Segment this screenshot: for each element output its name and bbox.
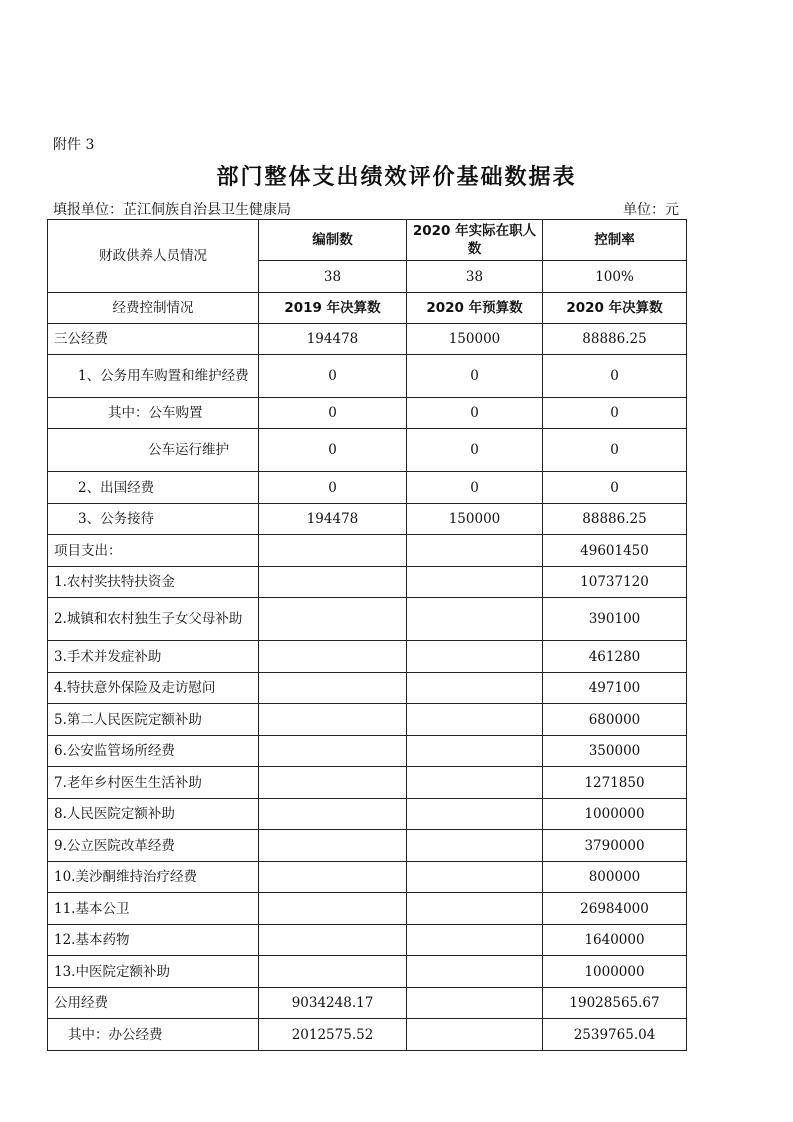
- budget-2020-value: 0: [407, 398, 543, 429]
- budget-2020-value: 0: [407, 472, 543, 504]
- final-2020-value: 1000000: [543, 956, 687, 988]
- table-row: [48, 355, 687, 398]
- final-2020-value: 10737120: [543, 567, 687, 598]
- final-2020-value: 350000: [543, 736, 687, 767]
- budget-2020-value: 150000: [407, 324, 543, 355]
- final-2019-value: 194478: [259, 324, 407, 355]
- table-row: [48, 956, 687, 988]
- final-2020-value: 26984000: [543, 893, 687, 925]
- header-final-2020: 2020 年决算数: [543, 293, 687, 324]
- row-label: 6.公安监管场所经费: [48, 736, 259, 767]
- header-staff-quota: 编制数: [259, 220, 407, 261]
- budget-2020-value: [407, 704, 543, 736]
- final-2020-value: 3790000: [543, 830, 687, 862]
- final-2019-value: 0: [259, 429, 407, 472]
- row-label: 10.美沙酮维持治疗经费: [48, 862, 259, 893]
- budget-2020-value: [407, 925, 543, 956]
- budget-2020-value: [407, 598, 543, 641]
- row-label: 公用经费: [48, 988, 259, 1019]
- final-2019-value: [259, 830, 407, 862]
- row-label: 13.中医院定额补助: [48, 956, 259, 988]
- table-row: [48, 862, 687, 893]
- table-row: [48, 830, 687, 862]
- table-row: [48, 641, 687, 673]
- budget-2020-value: [407, 736, 543, 767]
- row-label: 2、出国经费: [48, 472, 259, 504]
- budget-2020-value: [407, 535, 543, 567]
- final-2020-value: 1000000: [543, 799, 687, 830]
- final-2020-value: 1271850: [543, 767, 687, 799]
- row-label: 项目支出：: [48, 535, 259, 567]
- page-title: 部门整体支出绩效评价基础数据表: [216, 165, 577, 190]
- table-row: [48, 598, 687, 641]
- budget-2020-value: [407, 956, 543, 988]
- currency-unit: 单位：元: [623, 202, 679, 218]
- actual-staff-value: 38: [407, 261, 543, 293]
- table-row: [48, 767, 687, 799]
- row-label: 5.第二人民医院定额补助: [48, 704, 259, 736]
- budget-2020-value: 150000: [407, 504, 543, 535]
- final-2019-value: 0: [259, 398, 407, 429]
- row-label: 其中：公车购置: [48, 398, 259, 429]
- final-2019-value: 194478: [259, 504, 407, 535]
- budget-2020-value: [407, 641, 543, 673]
- staff-quota-value: 38: [259, 261, 407, 293]
- table-row: [48, 893, 687, 925]
- row-label: 公车运行维护: [48, 429, 259, 472]
- budget-2020-value: [407, 1019, 543, 1051]
- final-2020-value: 497100: [543, 673, 687, 704]
- row-label: 3、公务接待: [48, 504, 259, 535]
- row-label: 7.老年乡村医生生活补助: [48, 767, 259, 799]
- final-2020-value: 0: [543, 429, 687, 472]
- final-2019-value: [259, 567, 407, 598]
- final-2019-value: [259, 799, 407, 830]
- table-row: [48, 567, 687, 598]
- control-rate-value: 100%: [543, 261, 687, 293]
- row-label: 其中：办公经费: [48, 1019, 259, 1051]
- table-row: [48, 736, 687, 767]
- final-2019-value: [259, 535, 407, 567]
- table-row: [48, 472, 687, 504]
- budget-2020-value: [407, 673, 543, 704]
- performance-data-table: [47, 219, 687, 1051]
- final-2020-value: 2539765.04: [543, 1019, 687, 1051]
- final-2019-value: [259, 598, 407, 641]
- final-2020-value: 0: [543, 398, 687, 429]
- header-control-rate: 控制率: [543, 220, 687, 261]
- table-row: [48, 504, 687, 535]
- row-label: 8.人民医院定额补助: [48, 799, 259, 830]
- budget-2020-value: 0: [407, 429, 543, 472]
- table-row: [48, 1019, 687, 1051]
- final-2019-value: [259, 736, 407, 767]
- final-2020-value: 390100: [543, 598, 687, 641]
- row-label: 1、公务用车购置和维护经费: [48, 355, 259, 398]
- final-2019-value: [259, 893, 407, 925]
- header-final-2019: 2019 年决算数: [259, 293, 407, 324]
- budget-2020-value: [407, 767, 543, 799]
- row-label: 2.城镇和农村独生子女父母补助: [48, 598, 259, 641]
- final-2020-value: 88886.25: [543, 324, 687, 355]
- table-row: [48, 988, 687, 1019]
- final-2020-value: 88886.25: [543, 504, 687, 535]
- attachment-label: 附件 3: [53, 137, 95, 153]
- row-label: 1.农村奖扶特扶资金: [48, 567, 259, 598]
- staff-label: 财政供养人员情况: [48, 220, 259, 293]
- table-row: [48, 429, 687, 472]
- final-2019-value: 0: [259, 355, 407, 398]
- row-label: 4.特扶意外保险及走访慰问: [48, 673, 259, 704]
- table-row: [48, 398, 687, 429]
- final-2019-value: 9034248.17: [259, 988, 407, 1019]
- budget-2020-value: [407, 799, 543, 830]
- final-2019-value: [259, 862, 407, 893]
- final-2019-value: [259, 925, 407, 956]
- table-row: [48, 535, 687, 567]
- final-2019-value: [259, 673, 407, 704]
- budget-2020-value: [407, 862, 543, 893]
- final-2019-value: [259, 767, 407, 799]
- final-2019-value: [259, 704, 407, 736]
- final-2020-value: 19028565.67: [543, 988, 687, 1019]
- budget-2020-value: [407, 988, 543, 1019]
- header-budget-2020: 2020 年预算数: [407, 293, 543, 324]
- row-label: 12.基本药物: [48, 925, 259, 956]
- budget-2020-value: 0: [407, 355, 543, 398]
- final-2019-value: [259, 641, 407, 673]
- funds-label: 经费控制情况: [48, 293, 259, 324]
- table-row: [48, 673, 687, 704]
- filling-unit: 填报单位：芷江侗族自治县卫生健康局: [53, 202, 291, 218]
- row-label: 三公经费: [48, 324, 259, 355]
- table-row: [48, 324, 687, 355]
- final-2019-value: 2012575.52: [259, 1019, 407, 1051]
- final-2019-value: [259, 956, 407, 988]
- final-2020-value: 0: [543, 355, 687, 398]
- row-label: 3.手术并发症补助: [48, 641, 259, 673]
- final-2020-value: 49601450: [543, 535, 687, 567]
- final-2020-value: 461280: [543, 641, 687, 673]
- budget-2020-value: [407, 830, 543, 862]
- final-2020-value: 0: [543, 472, 687, 504]
- table-row: [48, 799, 687, 830]
- header-actual-staff: 2020 年实际在职人数: [407, 220, 543, 261]
- final-2020-value: 680000: [543, 704, 687, 736]
- budget-2020-value: [407, 567, 543, 598]
- final-2019-value: 0: [259, 472, 407, 504]
- row-label: 9.公立医院改革经费: [48, 830, 259, 862]
- table-row: [48, 704, 687, 736]
- final-2020-value: 800000: [543, 862, 687, 893]
- row-label: 11.基本公卫: [48, 893, 259, 925]
- table-row: [48, 925, 687, 956]
- final-2020-value: 1640000: [543, 925, 687, 956]
- budget-2020-value: [407, 893, 543, 925]
